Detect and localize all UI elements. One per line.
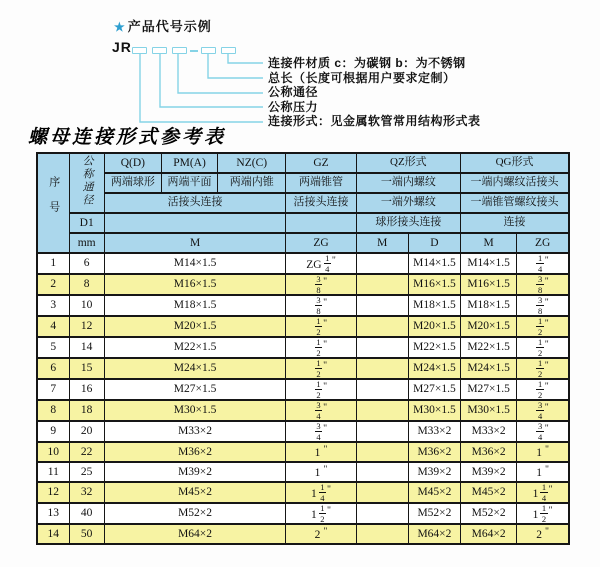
cell-dn: 40: [69, 503, 104, 524]
cell-qz_m: [356, 379, 408, 400]
table-row: [37, 400, 569, 421]
table-row: [37, 421, 569, 442]
cell-seq: 3: [37, 295, 69, 316]
header-qg-conn: 连接: [461, 213, 569, 233]
cell-gz: 1 $\frac{1}{4}$ ": [286, 482, 356, 503]
header-unit-qg-m: M: [461, 233, 517, 253]
cell-dn: 22: [69, 442, 104, 462]
cell-qz_d: M24×1.5: [408, 358, 460, 379]
cell-seq: 13: [37, 503, 69, 524]
code-label-material: 连接件材质 c：为碳钢 b：为不锈钢: [268, 56, 466, 70]
cell-gz: $\frac{3}{4}$ ": [286, 400, 356, 421]
cell-qz_m: [356, 421, 408, 442]
cell-qg_m: M33×2: [461, 421, 517, 442]
cell-qg_zg: $\frac{1}{2}$ ": [517, 337, 569, 358]
table-row: [37, 482, 569, 503]
cell-dn: 8: [69, 274, 104, 295]
cell-dn: 12: [69, 316, 104, 337]
table-row: [37, 442, 569, 462]
cell-gz: 1 ": [286, 442, 356, 462]
cell-qg_m: M45×2: [461, 482, 517, 503]
code-label-pressure: 公称压力: [268, 99, 319, 114]
cell-seq: 7: [37, 379, 69, 400]
cell-gz: $\frac{1}{2}$ ": [286, 316, 356, 337]
cell-dn: 10: [69, 295, 104, 316]
cell-gz: $\frac{3}{8}$ ": [286, 295, 356, 316]
cell-gz: $\frac{3}{4}$ ": [286, 421, 356, 442]
cell-qg_m: M24×1.5: [461, 358, 517, 379]
cell-seq: 9: [37, 421, 69, 442]
cell-m: M45×2: [104, 482, 286, 503]
header-nzc-desc: 两端内锥: [218, 173, 286, 193]
header-col-qg: QG形式: [461, 153, 569, 173]
cell-qz_d: M33×2: [408, 421, 460, 442]
header-qz-desc: 一端内螺纹: [356, 173, 460, 193]
code-label-connection: 连接形式：见金属软管常用结构形式表: [268, 114, 481, 129]
cell-qz_d: M18×1.5: [408, 295, 460, 316]
cell-qz_d: M30×1.5: [408, 400, 460, 421]
code-labels: [268, 56, 481, 129]
cell-qg_zg: 1 ": [517, 442, 569, 462]
cell-qz_m: [356, 316, 408, 337]
cell-qz_d: M20×1.5: [408, 316, 460, 337]
code-box: [201, 47, 216, 54]
cell-qz_d: M64×2: [408, 524, 460, 544]
cell-m: M22×1.5: [104, 337, 286, 358]
cell-qg_zg: $\frac{3}{4}$ ": [517, 421, 569, 442]
cell-qz_d: M16×1.5: [408, 274, 460, 295]
cell-m: M30×1.5: [104, 400, 286, 421]
cell-qg_m: M30×1.5: [461, 400, 517, 421]
table-row: [37, 503, 569, 524]
cell-qz_d: M52×2: [408, 503, 460, 524]
header-gz-desc: 两端锥管: [286, 173, 356, 193]
cell-qg_m: M27×1.5: [461, 379, 517, 400]
cell-qz_d: M36×2: [408, 442, 460, 462]
cell-qg_m: M52×2: [461, 503, 517, 524]
cell-gz: $\frac{3}{8}$ ": [286, 274, 356, 295]
header-union-gz: 活接头连接: [286, 193, 356, 213]
cell-gz: $\frac{1}{2}$ ": [286, 379, 356, 400]
cell-qg_m: M18×1.5: [461, 295, 517, 316]
code-box: [132, 47, 147, 54]
cell-m: M33×2: [104, 421, 286, 442]
cell-m: M14×1.5: [104, 253, 286, 274]
table-row: [37, 337, 569, 358]
header-unit-qg-zg: ZG: [517, 233, 569, 253]
code-box: [152, 47, 167, 54]
cell-qg_m: M16×1.5: [461, 274, 517, 295]
cell-qg_zg: $\frac{1}{2}$ ": [517, 379, 569, 400]
cell-qz_m: [356, 524, 408, 544]
cell-seq: 14: [37, 524, 69, 544]
cell-dn: 32: [69, 482, 104, 503]
cell-qg_zg: 1 $\frac{1}{2}$ ": [517, 503, 569, 524]
cell-seq: 10: [37, 442, 69, 462]
cell-seq: 12: [37, 482, 69, 503]
table-row: [37, 379, 569, 400]
cell-qg_m: M20×1.5: [461, 316, 517, 337]
header-col-qz: QZ形式: [356, 153, 460, 173]
cell-qg_zg: 1 $\frac{1}{4}$ ": [517, 482, 569, 503]
cell-seq: 5: [37, 337, 69, 358]
cell-qz_m: [356, 462, 408, 482]
cell-qz_m: [356, 442, 408, 462]
cell-qg_zg: 2 ": [517, 524, 569, 544]
header-qg-desc2: 一端锥管螺纹接头: [461, 193, 569, 213]
cell-m: M18×1.5: [104, 295, 286, 316]
cell-qg_zg: $\frac{3}{4}$ ": [517, 400, 569, 421]
code-label-length: 总长（长度可根据用户要求定制）: [268, 70, 456, 85]
cell-m: M24×1.5: [104, 358, 286, 379]
cell-gz: 1 $\frac{1}{2}$ ": [286, 503, 356, 524]
cell-qz_m: [356, 400, 408, 421]
cell-dn: 6: [69, 253, 104, 274]
code-prefix: JR: [112, 39, 132, 55]
table-row: [37, 316, 569, 337]
header-unit-qz-m: M: [356, 233, 408, 253]
star-icon: ★: [114, 20, 126, 34]
table-row: [37, 253, 569, 274]
cell-m: M16×1.5: [104, 274, 286, 295]
cell-gz: $\frac{1}{2}$ ": [286, 337, 356, 358]
cell-dn: 25: [69, 462, 104, 482]
cell-gz: ZG $\frac{1}{4}$ ": [286, 253, 356, 274]
cell-qz_d: M22×1.5: [408, 337, 460, 358]
cell-qg_zg: 1 ": [517, 462, 569, 482]
cell-qz_m: [356, 274, 408, 295]
cell-seq: 6: [37, 358, 69, 379]
cell-qg_m: M64×2: [461, 524, 517, 544]
header-seq: 序号: [37, 153, 69, 253]
table-row: [37, 524, 569, 544]
cell-seq: 1: [37, 253, 69, 274]
header-qz-desc2: 一端外螺纹: [356, 193, 460, 213]
cell-qg_zg: $\frac{1}{4}$ ": [517, 253, 569, 274]
code-box: [172, 47, 187, 54]
cell-qg_m: M39×2: [461, 462, 517, 482]
header-col-qd: Q(D): [104, 153, 161, 173]
cell-gz: 2 ": [286, 524, 356, 544]
table-row: [37, 274, 569, 295]
cell-qz_d: M27×1.5: [408, 379, 460, 400]
header-union-left: 活接头连接: [104, 193, 286, 213]
cell-qg_zg: $\frac{1}{2}$ ": [517, 358, 569, 379]
cell-dn: 20: [69, 421, 104, 442]
header-pma-desc: 两端平面: [161, 173, 217, 193]
header-d1: D1: [69, 213, 104, 233]
cell-qz_m: [356, 358, 408, 379]
cell-qz_d: M14×1.5: [408, 253, 460, 274]
header-dn: 公称通径: [69, 153, 104, 213]
header-unit-qz-d: D: [408, 233, 460, 253]
diagram-heading-text: 产品代号示例: [127, 19, 212, 34]
cell-seq: 4: [37, 316, 69, 337]
cell-dn: 50: [69, 524, 104, 544]
cell-qg_m: M36×2: [461, 442, 517, 462]
cell-qz_d: M39×2: [408, 462, 460, 482]
header-col-pma: PM(A): [161, 153, 217, 173]
table-title: 螺母连接形式参考表: [28, 127, 227, 148]
header-col-gz: GZ: [286, 153, 356, 173]
cell-m: M39×2: [104, 462, 286, 482]
cell-qz_d: M45×2: [408, 482, 460, 503]
header-qg-desc: 一端内螺纹活接头: [461, 173, 569, 193]
cell-dn: 15: [69, 358, 104, 379]
header-blank-gz: [286, 213, 356, 233]
cell-qg_zg: $\frac{3}{8}$ ": [517, 274, 569, 295]
cell-dn: 14: [69, 337, 104, 358]
code-dash: [190, 50, 198, 52]
cell-qg_m: M22×1.5: [461, 337, 517, 358]
cell-qg_zg: $\frac{1}{2}$ ": [517, 316, 569, 337]
code-label-diameter: 公称通径: [268, 85, 319, 100]
cell-qz_m: [356, 253, 408, 274]
nut-connection-table: [36, 152, 570, 545]
diagram-heading: [114, 16, 212, 35]
cell-dn: 18: [69, 400, 104, 421]
cell-dn: 16: [69, 379, 104, 400]
header-blank-left: [104, 213, 286, 233]
cell-seq: 8: [37, 400, 69, 421]
code-box: [221, 47, 236, 54]
cell-gz: 1 ": [286, 462, 356, 482]
cell-m: M52×2: [104, 503, 286, 524]
cell-qz_m: [356, 482, 408, 503]
header-mm: mm: [69, 233, 104, 253]
cell-seq: 11: [37, 462, 69, 482]
table-row: [37, 295, 569, 316]
cell-m: M36×2: [104, 442, 286, 462]
table-row: [37, 358, 569, 379]
cell-m: M27×1.5: [104, 379, 286, 400]
cell-gz: $\frac{1}{2}$ ": [286, 358, 356, 379]
header-qd-desc: 两端球形: [104, 173, 161, 193]
cell-qz_m: [356, 337, 408, 358]
cell-qz_m: [356, 503, 408, 524]
header-col-nzc: NZ(C): [218, 153, 286, 173]
cell-m: M64×2: [104, 524, 286, 544]
cell-m: M20×1.5: [104, 316, 286, 337]
header-qz-conn: 球形接头连接: [356, 213, 460, 233]
table-row: [37, 462, 569, 482]
cell-seq: 2: [37, 274, 69, 295]
cell-qg_m: M14×1.5: [461, 253, 517, 274]
cell-qz_m: [356, 295, 408, 316]
cell-qg_zg: $\frac{3}{8}$ ": [517, 295, 569, 316]
header-unit-zg: ZG: [286, 233, 356, 253]
header-unit-m: M: [104, 233, 286, 253]
